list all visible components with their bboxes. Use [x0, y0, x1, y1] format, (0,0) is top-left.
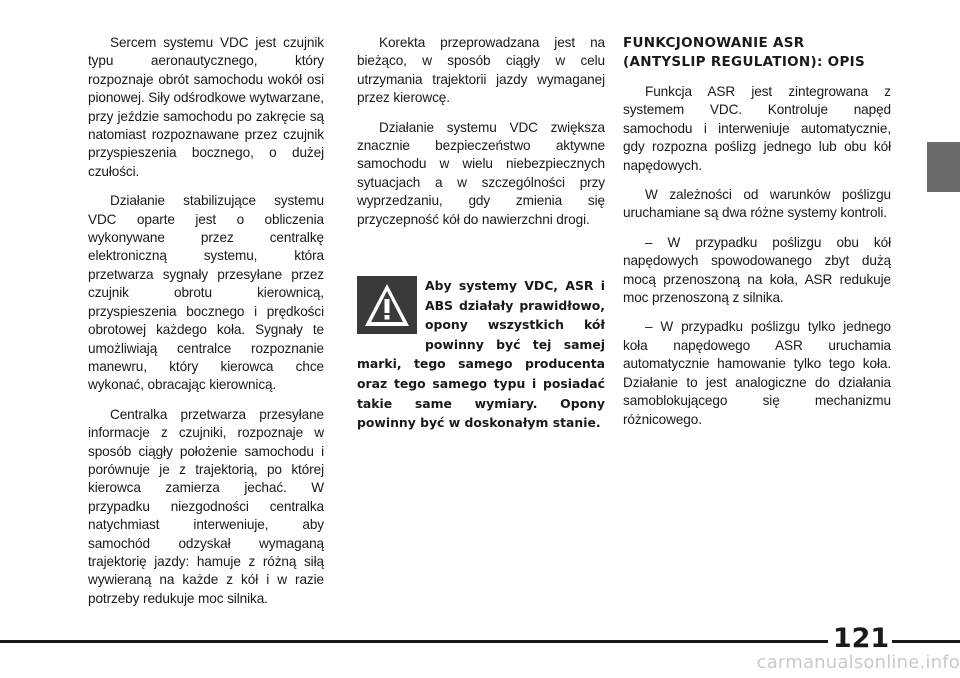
paragraph-correction: Korekta przeprowadzana jest na bieżąco, w sposób ciągły w celu utrzymania trajektorii jazdy wymaganej przez kierowcę. [357, 35, 605, 106]
warning-triangle-icon [357, 276, 417, 334]
column-right [623, 34, 891, 440]
warning-box [357, 276, 605, 433]
paragraph-control-unit: Centralka przetwarza przesyłane informacje z czujniki, rozpoznaje w sposób ciągły położenie samochodu i porównuje je z trajektorią, po której kierowca zamierza jechać. W przypadku niezgodności centralka natychmiast interweniuje, aby samochód odzyskał wymaganą trajektorię jazdy: hamuje z różną siłą wywieraną na każde z kół i w razie potrzeby redukuje moc silnika. [88, 406, 324, 606]
paragraph-vdc-stabilization: Działanie stabilizujące systemu VDC oparte jest o obliczenia wykonywane przez centralkę elektroniczną systemu, która przetwarza sygnały przesyłane przez czujnik obrotu kierownicą, przyspieszenia bocznego i prędkości obrotowej każdego koła. Sygnały te umożliwiają centralce rozpoznanie manewru, który kierowca chce wykonać, obracając kierownicą. [88, 193, 324, 393]
section-heading-asr: FUNKCJONOWANIE ASR (ANTYSLIP REGULATION): OPIS [623, 35, 865, 70]
warning-text: Aby systemy VDC, ASR i ABS działały prawidłowo, opony wszystkich kół powinny być tej samej marki, tego samego producenta oraz tego samego typu i posiadać takie same wymiary. Opony powinny być w doskonałym stanie. [357, 278, 605, 431]
footer-rule-right [892, 640, 960, 643]
watermark-text: carmanualsonline.info [756, 652, 960, 673]
chapter-tab [927, 142, 960, 192]
page-number: 121 [832, 623, 890, 654]
paragraph-vdc-sensor: Sercem systemu VDC jest czujnik typu aeronautycznego, który rozpoznaje obrót samochodu wokół osi pionowej. Siły odśrodkowe wytwarzane, przy jeździe samochodu po zakręcie są natomiast rozpoznawane przez czujnik przyspieszenia bocznego, o dużej czułości. [88, 35, 324, 179]
paragraph-safety: Działanie systemu VDC zwiększa znacznie bezpieczeństwo aktywne samochodu w wielu niebezpiecznych sytuacjach a w szczególności przy wyprzedzaniu, gdy zmienia się przyczepność kół do nawierzchni drogi. [357, 119, 605, 227]
paragraph-asr-one-wheel: – W przypadku poślizgu tylko jednego koła napędowego ASR uruchamia automatycznie hamowanie tylko tego koła. Działanie to jest analogiczne do działania samoblokującego się mechanizmu różnicowego. [623, 319, 891, 427]
paragraph-asr-systems: W zależności od warunków poślizgu uruchamiane są dwa różne systemy kontroli. [623, 187, 891, 221]
paragraph-asr-both-wheels: – W przypadku poślizgu obu kół napędowych spowodowanego zbyt dużą mocą przenoszoną na koła, ASR redukuje moc przenoszoną z silnika. [623, 234, 891, 306]
footer-rule-left [0, 640, 828, 643]
paragraph-asr-intro: Funkcja ASR jest zintegrowana z systemem VDC. Kontroluje napęd samochodu i interweniuje automatycznie, gdy rozpozna poślizg jednego lub obu kół napędowych. [623, 84, 891, 173]
column-left [88, 34, 324, 619]
column-middle [357, 34, 605, 240]
